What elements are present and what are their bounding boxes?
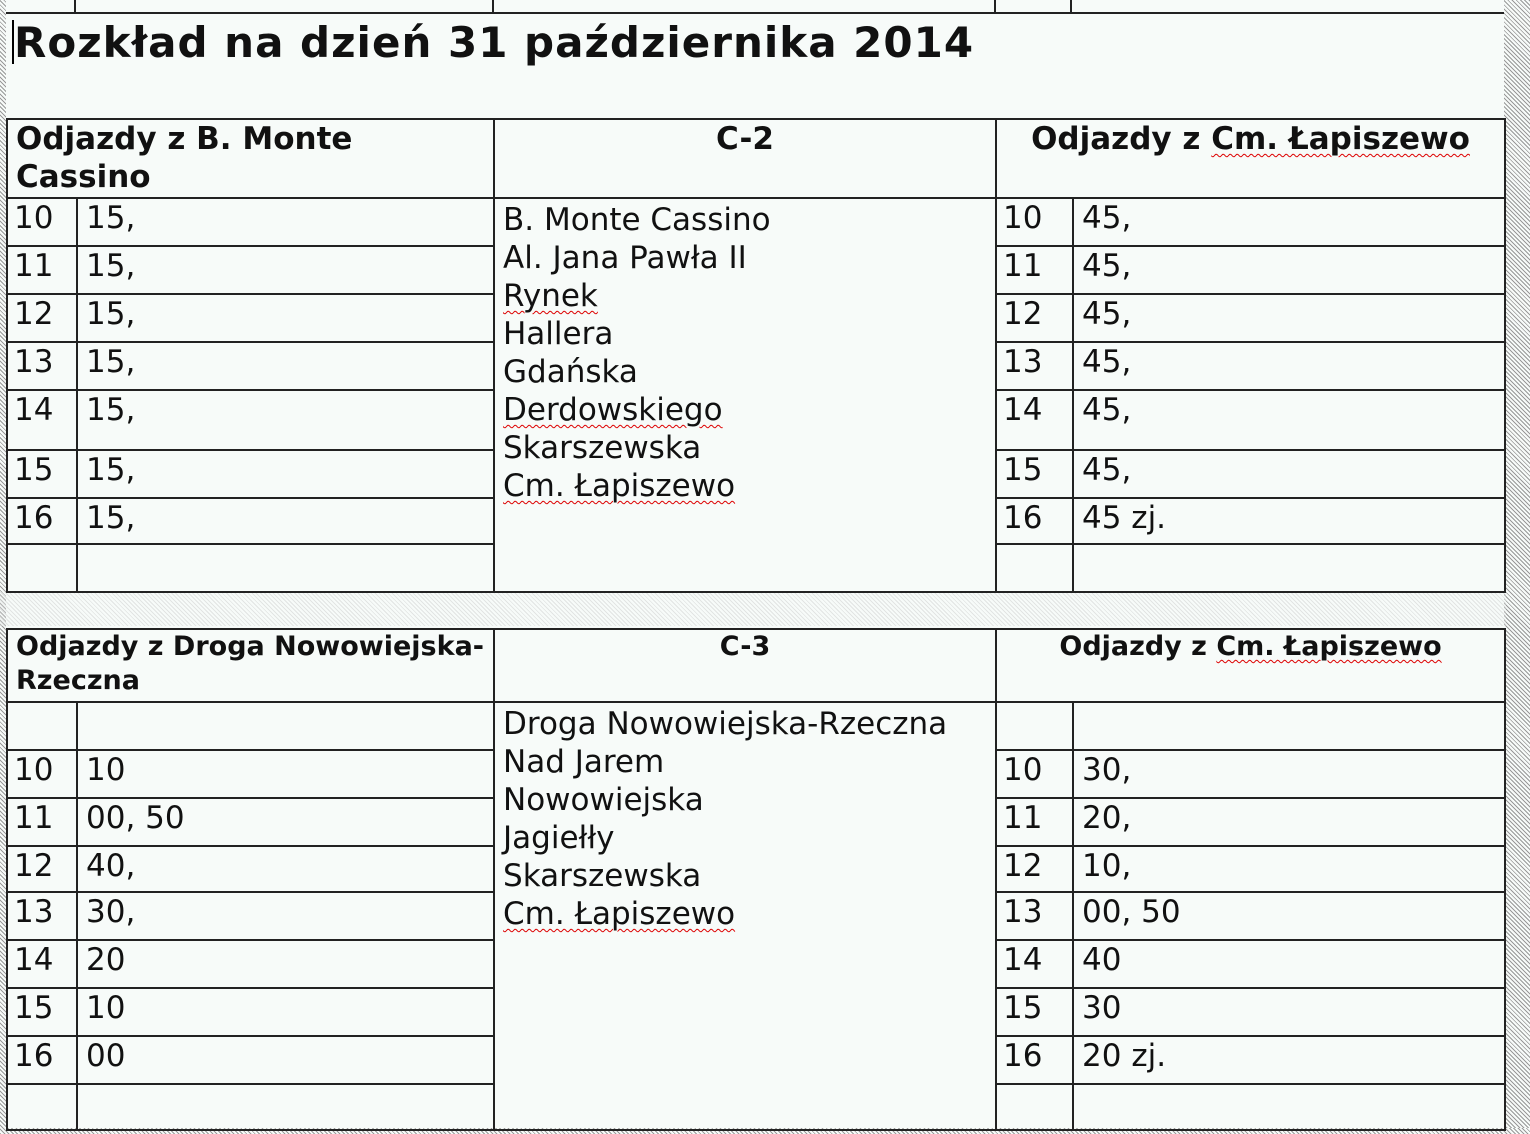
hour-cell[interactable] bbox=[996, 1084, 1073, 1130]
stop-item: Gdańska bbox=[503, 354, 638, 390]
table-header-row bbox=[7, 629, 1505, 702]
hour-cell[interactable]: 13 bbox=[996, 342, 1073, 390]
stop-item: Cm. Łapiszewo bbox=[503, 896, 736, 932]
hour-cell[interactable]: 13 bbox=[996, 892, 1073, 940]
minutes-cell[interactable]: 15, bbox=[77, 498, 494, 544]
header-prefix: Odjazdy z bbox=[1059, 631, 1217, 662]
minutes-cell[interactable] bbox=[1073, 498, 1505, 544]
stop-item: Hallera bbox=[503, 316, 614, 352]
table-gap-hatch bbox=[0, 592, 1506, 626]
right-departures-header[interactable] bbox=[996, 629, 1505, 702]
hour-cell[interactable]: 16 bbox=[7, 498, 77, 544]
minutes-cell[interactable]: 45, bbox=[1073, 390, 1505, 450]
minutes-cell[interactable]: 00, 50 bbox=[77, 798, 494, 846]
hour-cell[interactable]: 16 bbox=[996, 498, 1073, 544]
minutes-cell[interactable]: 45, bbox=[1073, 246, 1505, 294]
hour-cell[interactable] bbox=[996, 544, 1073, 592]
hour-cell[interactable]: 15 bbox=[7, 988, 77, 1036]
minutes-cell[interactable] bbox=[1073, 1084, 1505, 1130]
line-label[interactable]: C-3 bbox=[494, 629, 996, 702]
stop-item: Nowowiejska bbox=[503, 782, 704, 818]
minutes-cell[interactable]: 30, bbox=[1073, 750, 1505, 798]
hour-cell[interactable]: 14 bbox=[7, 390, 77, 450]
minutes-cell[interactable]: 15, bbox=[77, 246, 494, 294]
minutes-cell[interactable]: 45, bbox=[1073, 198, 1505, 246]
hour-cell[interactable]: 15 bbox=[996, 988, 1073, 1036]
hour-cell[interactable]: 15 bbox=[7, 450, 77, 498]
header-place: Cm. Łapiszewo bbox=[1216, 631, 1442, 662]
table-header-row bbox=[7, 119, 1505, 198]
minutes-value: 45 zj. bbox=[1082, 500, 1167, 536]
minutes-cell[interactable]: 15, bbox=[77, 294, 494, 342]
route-stops[interactable] bbox=[494, 702, 996, 1130]
hour-cell[interactable]: 11 bbox=[996, 798, 1073, 846]
hour-cell[interactable]: 14 bbox=[996, 940, 1073, 988]
stop-item: Skarszewska bbox=[503, 858, 702, 894]
hour-cell[interactable]: 10 bbox=[7, 750, 77, 798]
minutes-cell[interactable] bbox=[77, 1084, 494, 1130]
minutes-cell[interactable]: 15, bbox=[77, 450, 494, 498]
stop-item: Cm. Łapiszewo bbox=[503, 468, 736, 504]
minutes-cell[interactable]: 20 zj. bbox=[1073, 1036, 1505, 1084]
minutes-cell[interactable]: 45, bbox=[1073, 342, 1505, 390]
stop-item: Droga Nowowiejska-Rzeczna bbox=[503, 706, 948, 742]
header-prefix: Odjazdy z bbox=[1031, 121, 1212, 157]
minutes-cell[interactable] bbox=[1073, 544, 1505, 592]
hour-cell[interactable]: 11 bbox=[7, 798, 77, 846]
minutes-cell[interactable]: 20, bbox=[1073, 798, 1505, 846]
timetable-c2[interactable] bbox=[6, 118, 1506, 593]
minutes-cell[interactable]: 15, bbox=[77, 198, 494, 246]
line-label[interactable]: C-2 bbox=[494, 119, 996, 198]
hour-cell[interactable]: 12 bbox=[7, 294, 77, 342]
minutes-cell[interactable] bbox=[77, 544, 494, 592]
minutes-cell[interactable]: 00, 50 bbox=[1073, 892, 1505, 940]
right-margin-hatch bbox=[1504, 0, 1530, 1134]
hour-cell[interactable]: 10 bbox=[7, 198, 77, 246]
right-departures-header[interactable] bbox=[996, 119, 1505, 198]
minutes-cell[interactable]: 10 bbox=[77, 750, 494, 798]
minutes-cell[interactable]: 00 bbox=[77, 1036, 494, 1084]
route-stops[interactable] bbox=[494, 198, 996, 592]
minutes-cell[interactable]: 10 bbox=[77, 988, 494, 1036]
hour-cell[interactable]: 13 bbox=[7, 892, 77, 940]
hour-cell[interactable]: 12 bbox=[7, 846, 77, 892]
hour-cell[interactable] bbox=[996, 702, 1073, 750]
minutes-cell[interactable] bbox=[77, 702, 494, 750]
minutes-cell[interactable]: 20 bbox=[77, 940, 494, 988]
hour-cell[interactable]: 10 bbox=[996, 750, 1073, 798]
page-title[interactable]: Rozkład na dzień 31 października 2014 bbox=[14, 18, 975, 67]
stop-item: Al. Jana Pawła II bbox=[503, 240, 747, 276]
minutes-cell[interactable]: 40 bbox=[1073, 940, 1505, 988]
stop-item: Derdowskiego bbox=[503, 392, 723, 428]
stop-item: Rynek bbox=[503, 278, 598, 314]
table-row bbox=[7, 198, 1505, 246]
minutes-cell[interactable]: 30 bbox=[1073, 988, 1505, 1036]
hour-cell[interactable]: 14 bbox=[996, 390, 1073, 450]
minutes-cell[interactable]: 10, bbox=[1073, 846, 1505, 892]
stop-item: B. Monte Cassino bbox=[503, 202, 771, 238]
previous-table-edge bbox=[6, 0, 1504, 14]
minutes-cell[interactable]: 40, bbox=[77, 846, 494, 892]
stop-item: Nad Jarem bbox=[503, 744, 665, 780]
hour-cell[interactable]: 12 bbox=[996, 846, 1073, 892]
hour-cell[interactable] bbox=[7, 544, 77, 592]
hour-cell[interactable] bbox=[7, 702, 77, 750]
hour-cell[interactable]: 16 bbox=[7, 1036, 77, 1084]
stop-item: Skarszewska bbox=[503, 430, 702, 466]
hour-cell[interactable]: 13 bbox=[7, 342, 77, 390]
minutes-cell[interactable]: 45, bbox=[1073, 294, 1505, 342]
header-place: Cm. Łapiszewo bbox=[1211, 121, 1470, 157]
hour-cell[interactable]: 12 bbox=[996, 294, 1073, 342]
hour-cell[interactable] bbox=[7, 1084, 77, 1130]
left-departures-header[interactable]: Odjazdy z B. Monte Cassino bbox=[7, 119, 494, 198]
minutes-cell[interactable]: 30, bbox=[77, 892, 494, 940]
hour-cell[interactable]: 15 bbox=[996, 450, 1073, 498]
minutes-cell[interactable]: 15, bbox=[77, 390, 494, 450]
stop-item: Jagiełły bbox=[503, 820, 615, 856]
minutes-cell[interactable] bbox=[1073, 702, 1505, 750]
hour-cell[interactable]: 10 bbox=[996, 198, 1073, 246]
timetable-c3[interactable] bbox=[6, 628, 1506, 1131]
left-departures-header[interactable]: Odjazdy z Droga Nowowiejska-Rzeczna bbox=[7, 629, 494, 702]
hour-cell[interactable]: 16 bbox=[996, 1036, 1073, 1084]
table-row bbox=[7, 702, 1505, 750]
hour-cell[interactable]: 14 bbox=[7, 940, 77, 988]
hour-cell[interactable]: 11 bbox=[996, 246, 1073, 294]
minutes-cell[interactable]: 15, bbox=[77, 342, 494, 390]
minutes-cell[interactable]: 45, bbox=[1073, 450, 1505, 498]
hour-cell[interactable]: 11 bbox=[7, 246, 77, 294]
